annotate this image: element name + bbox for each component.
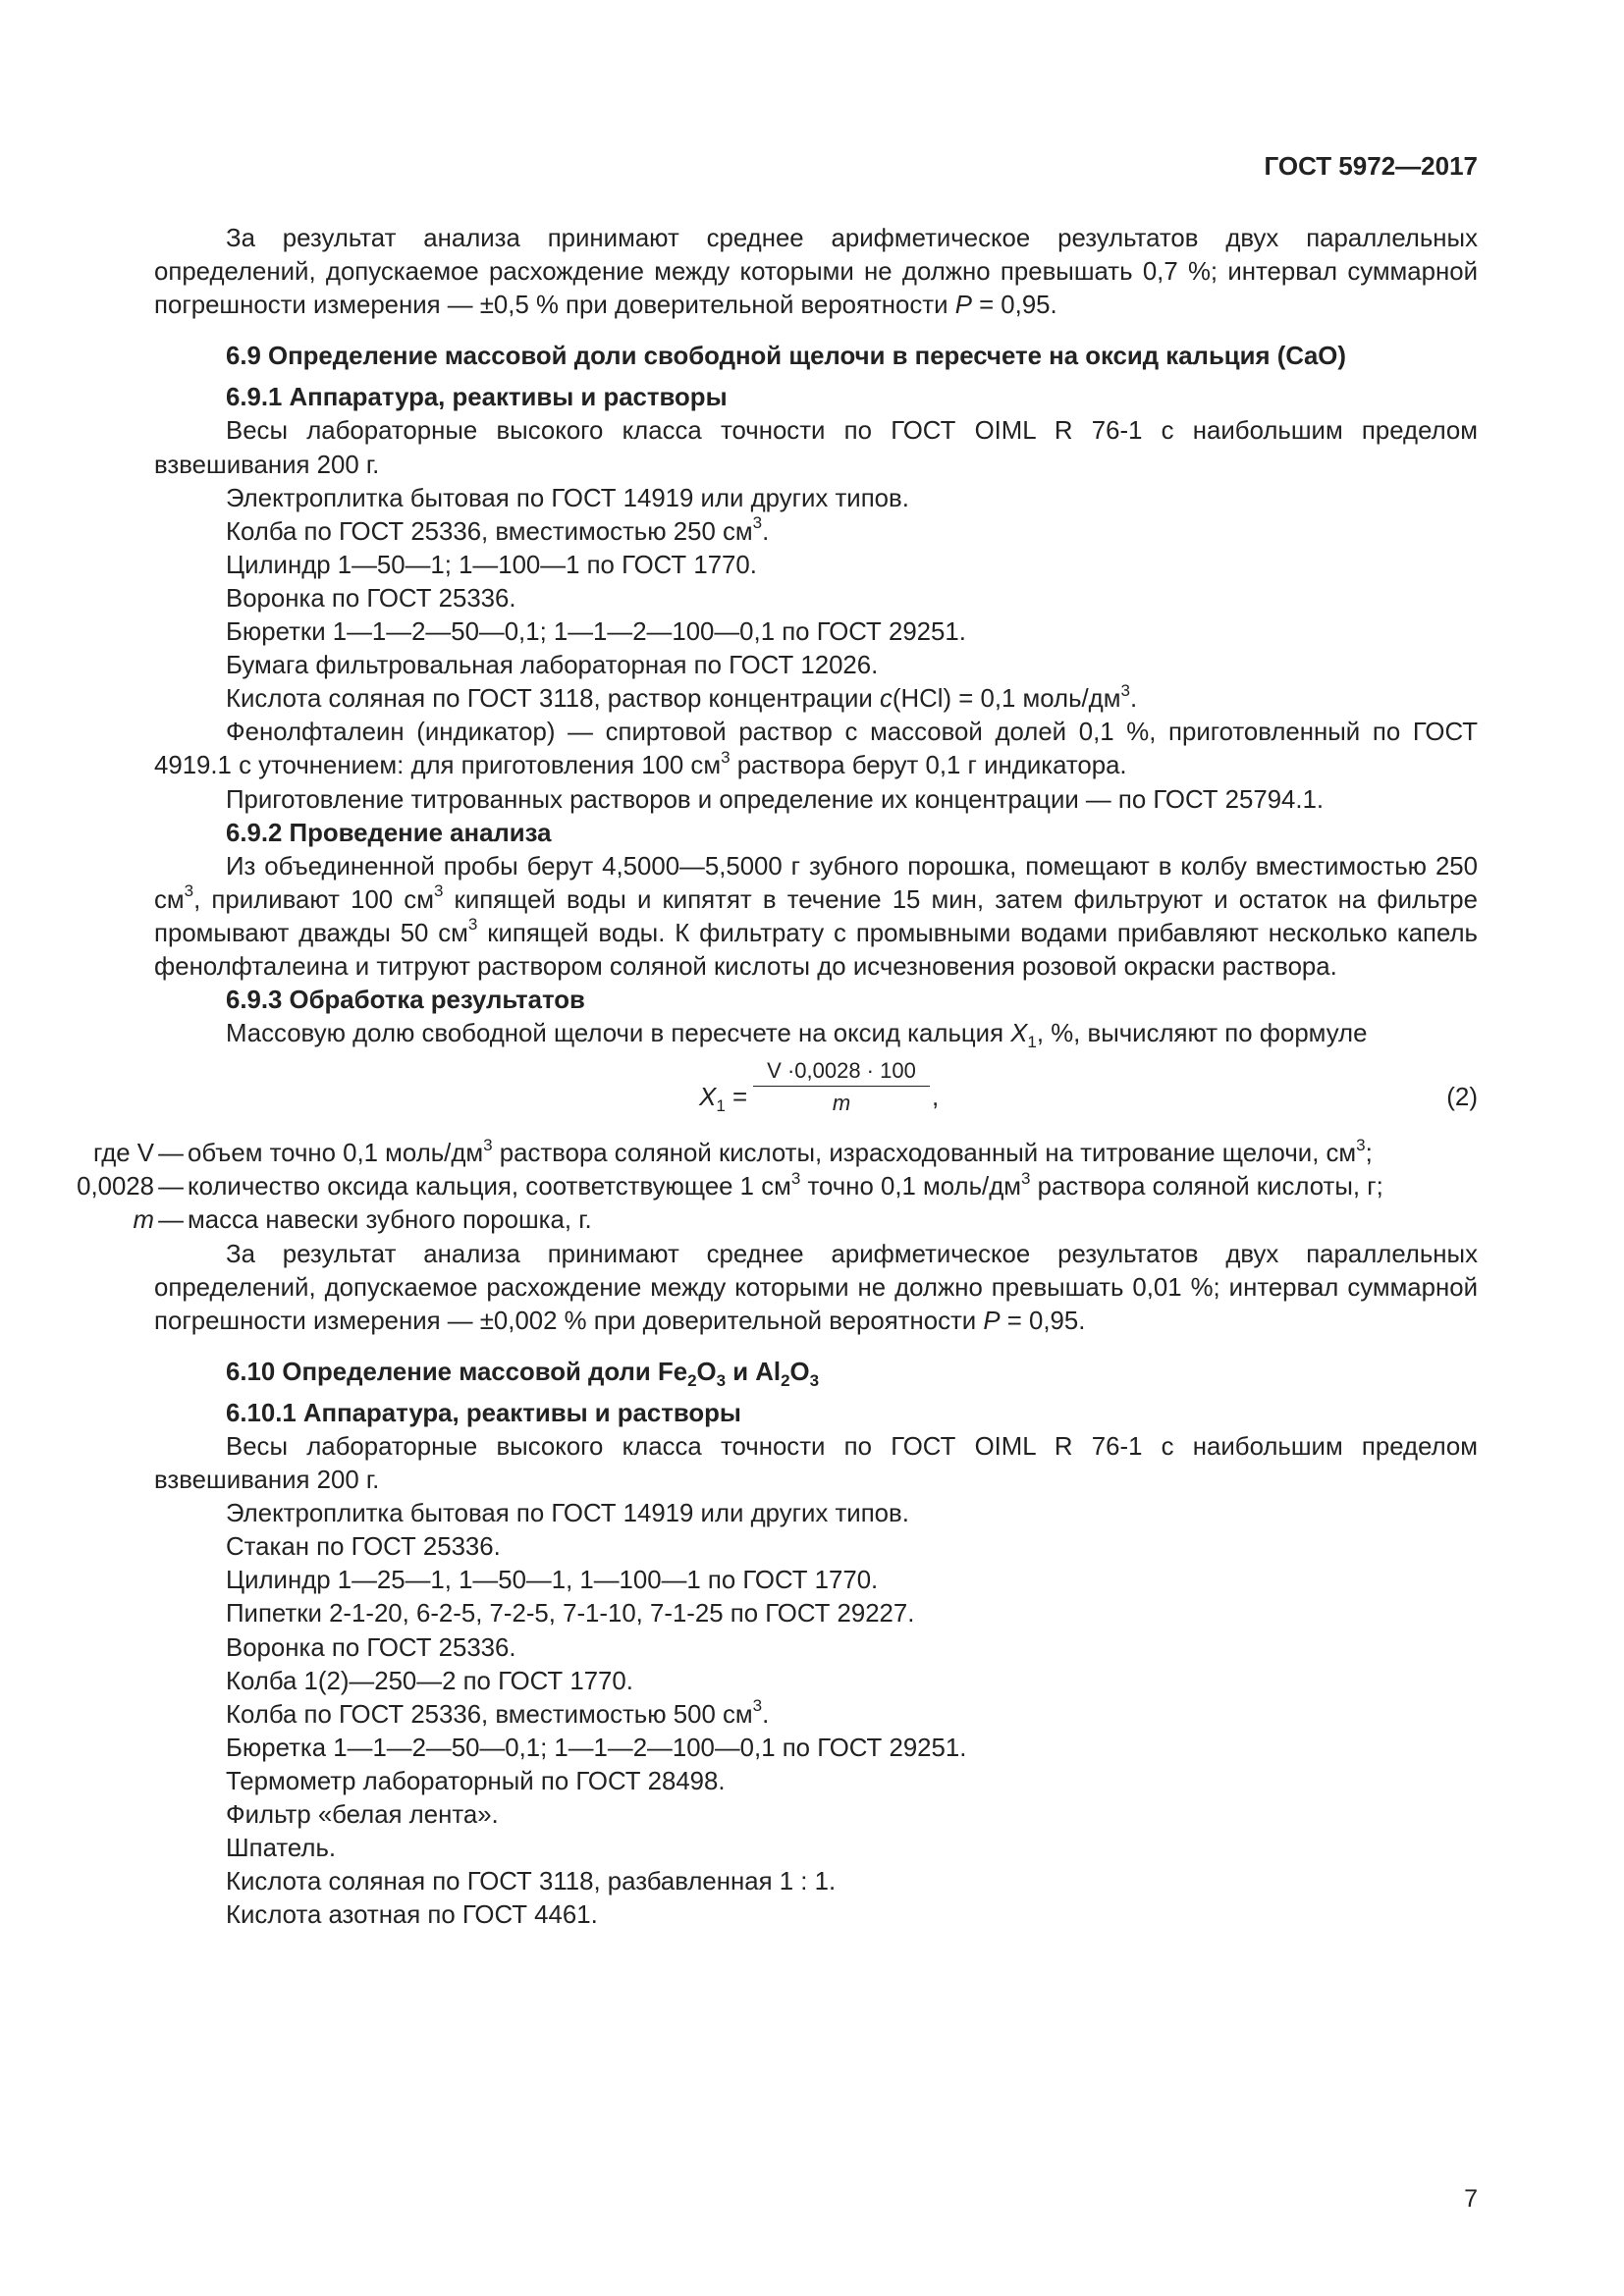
- list-item: Колба 1(2)—250—2 по ГОСТ 1770.: [226, 1667, 633, 1695]
- section-6-9-1-title: 6.9.1 Аппаратура, реактивы и растворы: [226, 384, 728, 412]
- list-item: Цилиндр 1—25—1, 1—50—1, 1—100—1 по ГОСТ 1770.: [226, 1567, 879, 1595]
- where-item: 0,0028 — количество оксида кальция, соответствующее 1 $см^3$ точно 0,1 моль/$дм^3$ раствора соляной кислоты, г;: [77, 1168, 1383, 1201]
- list-item: Фильтр «белая лента».: [226, 1801, 499, 1830]
- formula-numerator: V ·0,0028 · 100: [753, 1056, 930, 1087]
- section-6-9-title: 6.9 Определение массовой доли свободной щелочи в пересчете на оксид кальция (CaO): [226, 343, 1346, 371]
- analysis-paragraph: Из объединенной пробы берут 4,5000—5,5000 г зубного порошка, помещают в колбу вместимостью 250 $см^3$, приливают 100 $см^3$ кипящей воды и кипятят в течение 15 мин, затем фильтруют и остаток на фильтре промывают дважды 50 $см^3$ кипящей воды. К фильтрату с промывными водами прибавляют несколько капель фенолфталеина и титруют раствором соляной кислоты до исчезновения розовой окраски раствора.: [154, 852, 1479, 981]
- list-item: Колба по ГОСТ 25336, вместимостью 500 $см^3$.: [226, 1696, 770, 1729]
- list-item: Колба по ГОСТ 25336, вместимостью 250 $см^3$.: [226, 513, 770, 546]
- formula-fraction: [753, 1056, 930, 1120]
- list-item: Воронка по ГОСТ 25336.: [226, 584, 516, 613]
- list-item: Весы лабораторные высокого класса точности по ГОСТ OIML R 76-1 с наибольшим пределом взвешивания 200 г.: [154, 417, 1478, 479]
- list-item: Воронка по ГОСТ 25336.: [226, 1633, 516, 1662]
- where-item: где V — объем точно 0,1 моль/$дм^3$ раствора соляной кислоты, израсходованный на титрование щелочи, $см^3$;: [92, 1135, 1373, 1168]
- formula-number: (2): [1446, 1082, 1478, 1112]
- list-item: Электроплитка бытовая по ГОСТ 14919 или других типов.: [226, 1500, 909, 1528]
- section-6-9-2-title: 6.9.2 Проведение анализа: [226, 819, 552, 847]
- list-item: Шпатель.: [226, 1835, 337, 1863]
- section-6-10-title: 6.10 Определение массовой доли $Fe_2O_3$ и $Al_2O_3$: [226, 1358, 820, 1390]
- intro-paragraph: За результат анализа принимают среднее арифметическое результатов двух параллельных определений, допускаемое расхождение между которыми не должно превышать 0,7 %; интервал суммарной погрешности измерения — ±0,5 % при доверительной вероятности P = 0,95.: [154, 225, 1478, 320]
- formula-denominator: m: [832, 1091, 851, 1116]
- document-body: [77, 222, 1479, 1932]
- formula-comma: ,: [932, 1082, 940, 1112]
- list-item: Весы лабораторные высокого класса точности по ГОСТ OIML R 76-1 с наибольшим пределом взвешивания 200 г.: [154, 1433, 1478, 1495]
- list-item: Бюретки 1—1—2—50—0,1; 1—1—2—100—0,1 по ГОСТ 29251.: [226, 618, 966, 647]
- list-item: Термометр лабораторный по ГОСТ 28498.: [226, 1767, 726, 1795]
- formula-2: [154, 1056, 1478, 1129]
- calc-paragraph: Массовую долю свободной щелочи в пересчете на оксид кальция $X_1$, %, вычисляют по формуле: [226, 1020, 1368, 1052]
- list-item: Стакан по ГОСТ 25336.: [226, 1533, 501, 1562]
- document-header: ГОСТ 5972—2017: [1264, 151, 1478, 181]
- list-item: Электроплитка бытовая по ГОСТ 14919 или других типов.: [226, 484, 909, 512]
- formula-lhs: $X_1$ =: [699, 1082, 748, 1116]
- section-6-9-3-title: 6.9.3 Обработка результатов: [226, 987, 585, 1015]
- list-item: Кислота соляная по ГОСТ 3118, раствор концентрации c(HCl) = 0,1 моль/$дм^3$.: [226, 680, 1138, 714]
- section-6-10-1-title: 6.10.1 Аппаратура, реактивы и растворы: [226, 1399, 741, 1427]
- where-item: m — масса навески зубного порошка, г.: [133, 1206, 592, 1235]
- list-item: Бумага фильтровальная лабораторная по ГОСТ 12026.: [226, 652, 879, 680]
- list-item: Кислота соляная по ГОСТ 3118, разбавленная 1 : 1.: [226, 1868, 837, 1896]
- list-item: Цилиндр 1—50—1; 1—100—1 по ГОСТ 1770.: [226, 551, 757, 579]
- list-item: Кислота азотная по ГОСТ 4461.: [226, 1901, 598, 1930]
- page-number: 7: [1464, 2185, 1478, 2213]
- list-item: Приготовление титрованных растворов и определение их концентрации — по ГОСТ 25794.1.: [226, 785, 1325, 814]
- list-item: Бюретка 1—1—2—50—0,1; 1—1—2—100—0,1 по ГОСТ 29251.: [226, 1734, 967, 1762]
- list-item: Пипетки 2-1-20, 6-2-5, 7-2-5, 7-1-10, 7-1-25 по ГОСТ 29227.: [226, 1600, 915, 1629]
- list-item: Фенолфталеин (индикатор) — спиртовой раствор с массовой долей 0,1 %, приготовленный по ГОСТ 4919.1 с уточнением: для приготовления 100 $см^3$ раствора берут 0,1 г индикатора.: [154, 719, 1478, 780]
- result-paragraph: За результат анализа принимают среднее арифметическое результатов двух параллельных определений, допускаемое расхождение между которыми не должно превышать 0,01 %; интервал суммарной погрешности измерения — ±0,002 % при доверительной вероятности P = 0,95.: [154, 1240, 1478, 1335]
